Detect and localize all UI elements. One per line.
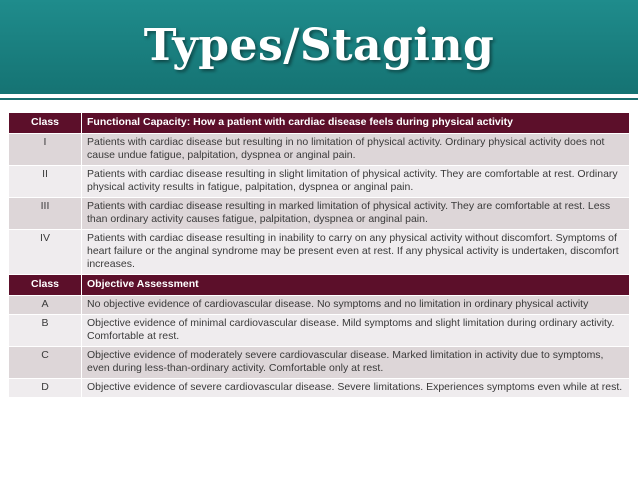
class-cell: B — [9, 315, 82, 347]
table-row — [9, 379, 630, 398]
class-cell: III — [9, 198, 82, 230]
table-row — [9, 347, 630, 379]
description-cell: Patients with cardiac disease resulting in inability to carry on any physical activity without discomfort. Symptoms of heart failure or the anginal syndrome may be present even at rest. If any physical activity is undertaken, discomfort increases. — [82, 230, 630, 275]
description-cell: Objective evidence of moderately severe cardiovascular disease. Marked limitation in activity due to symptoms, even during less-than-ordinary activity. Comfortable only at rest. — [82, 347, 630, 379]
description-cell: No objective evidence of cardiovascular disease. No symptoms and no limitation in ordinary physical activity — [82, 296, 630, 315]
slide-title: Types/Staging — [143, 20, 495, 71]
class-cell: I — [9, 134, 82, 166]
functional-header-row — [9, 113, 630, 134]
description-cell: Patients with cardiac disease but resulting in no limitation of physical activity. Ordinary physical activity does not cause undue fatigue, palpitation, dyspnea or anginal pain. — [82, 134, 630, 166]
description-cell: Patients with cardiac disease resulting in marked limitation of physical activity. They are comfortable at rest. Less than ordinary activity causes fatigue, palpitation, dyspnea or anginal pain. — [82, 198, 630, 230]
nyha-classification-table — [8, 112, 630, 398]
description-cell: Patients with cardiac disease resulting in slight limitation of physical activity. They are comfortable at rest. Ordinary physical activity results in fatigue, palpitation, dyspnea or anginal pain. — [82, 166, 630, 198]
class-cell: D — [9, 379, 82, 398]
table-row — [9, 296, 630, 315]
description-cell: Objective evidence of severe cardiovascular disease. Severe limitations. Experiences symptoms even while at rest. — [82, 379, 630, 398]
table-row — [9, 134, 630, 166]
class-cell: A — [9, 296, 82, 315]
objective-header-class: Class — [9, 275, 82, 296]
objective-header-row — [9, 275, 630, 296]
table-row — [9, 198, 630, 230]
description-cell: Objective evidence of minimal cardiovascular disease. Mild symptoms and slight limitation during ordinary activity. Comfortable at rest. — [82, 315, 630, 347]
class-cell: C — [9, 347, 82, 379]
functional-header-description: Functional Capacity: How a patient with cardiac disease feels during physical activity — [82, 113, 630, 134]
class-cell: II — [9, 166, 82, 198]
table-row — [9, 315, 630, 347]
functional-header-class: Class — [9, 113, 82, 134]
class-cell: IV — [9, 230, 82, 275]
banner-divider-shadow — [0, 98, 638, 100]
table-row — [9, 166, 630, 198]
table-row — [9, 230, 630, 275]
objective-header-description: Objective Assessment — [82, 275, 630, 296]
